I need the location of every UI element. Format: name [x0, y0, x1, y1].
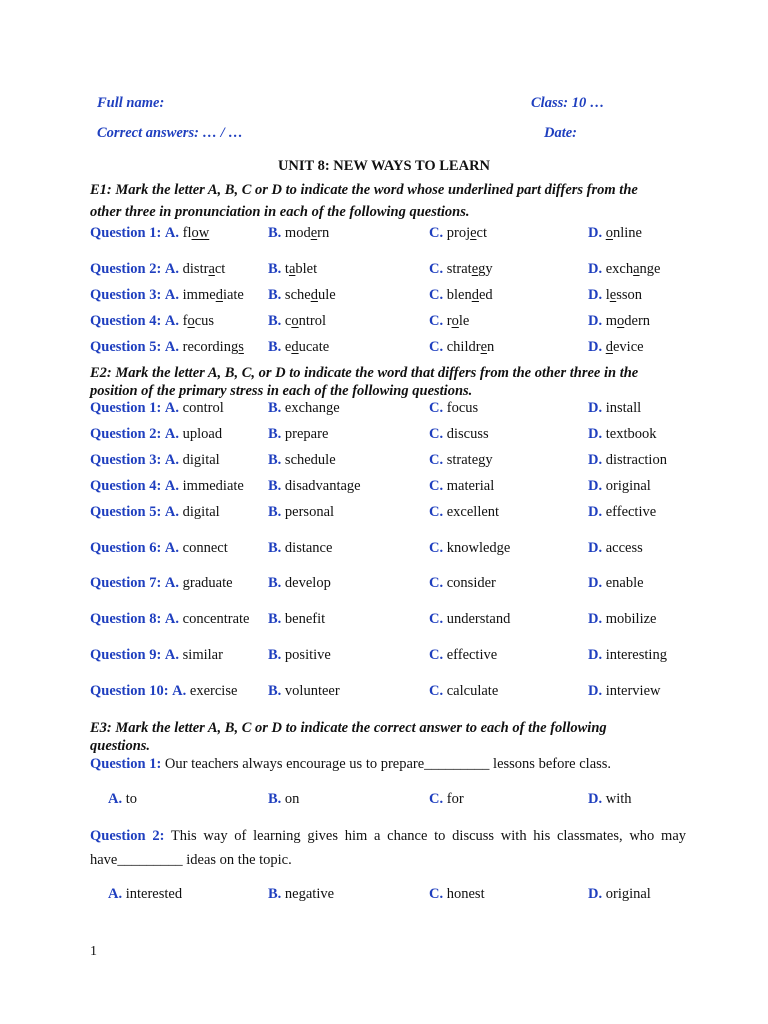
option-text: digital — [182, 504, 220, 520]
option-letter: D. — [588, 339, 603, 355]
option-b[interactable] — [268, 313, 326, 330]
option-text: personal — [284, 504, 335, 520]
option-d[interactable] — [588, 452, 667, 469]
option-letter: B. — [268, 225, 282, 241]
option-text: enable — [605, 575, 644, 591]
option-b[interactable] — [268, 225, 329, 242]
e3-q1-options — [90, 791, 710, 811]
option-d[interactable] — [588, 287, 642, 304]
e2-instruction-line1: E2: Mark the letter A, B, C, or D to indicate the word that differs from the other three in the — [90, 365, 639, 381]
option-b[interactable] — [268, 478, 361, 495]
option-a[interactable] — [90, 647, 223, 664]
option-letter: A. — [164, 287, 180, 303]
option-letter: B. — [268, 611, 282, 627]
option-c[interactable] — [429, 575, 496, 592]
option-a[interactable] — [90, 540, 228, 557]
e2-question-4 — [90, 478, 710, 498]
option-a[interactable] — [90, 452, 220, 469]
option-letter: C. — [429, 287, 444, 303]
option-d[interactable] — [588, 575, 644, 592]
option-c[interactable] — [429, 400, 478, 417]
option-text: mobilize — [605, 611, 657, 627]
option-b[interactable] — [268, 287, 336, 304]
option-text: calculate — [446, 683, 499, 699]
option-b[interactable] — [268, 261, 317, 278]
underlined-part: d — [215, 287, 223, 303]
option-letter: D. — [588, 313, 603, 329]
option-text: original — [605, 886, 651, 902]
option-text: schedule — [284, 452, 336, 468]
option-text: online — [605, 225, 642, 241]
option-letter: C. — [429, 540, 444, 556]
option-letter: C. — [429, 683, 444, 699]
option-text: recordings — [182, 339, 244, 355]
underlined-part: o — [187, 313, 195, 329]
option-letter: A. — [172, 683, 187, 699]
option-b[interactable] — [268, 339, 329, 356]
option-letter: D. — [588, 400, 603, 416]
option-text: role — [446, 313, 470, 329]
option-text: strategy — [446, 452, 493, 468]
underlined-part: d — [291, 339, 299, 355]
underlined-part: gs — [230, 339, 244, 355]
option-text: immediate — [182, 478, 244, 494]
e3-instruction — [90, 719, 690, 755]
e2-question-2 — [90, 426, 710, 446]
option-letter: C. — [429, 478, 444, 494]
e3-q2-options — [90, 886, 710, 906]
option-letter: B. — [268, 647, 282, 663]
correct-answers-label: Correct answers: … / … — [97, 125, 243, 141]
option-letter: A. — [164, 478, 180, 494]
option-b[interactable] — [268, 886, 334, 903]
e3-instruction-line2: questions. — [90, 738, 151, 754]
option-letter: D. — [588, 647, 603, 663]
option-letter: A. — [108, 886, 123, 902]
e3-instruction-line1: E3: Mark the letter A, B, C or D to indicate the correct answer to each of the following — [90, 720, 607, 736]
option-letter: C. — [429, 261, 444, 277]
question-label: Question 1: — [90, 400, 162, 416]
e2-question-10 — [90, 683, 710, 703]
option-text: original — [605, 478, 651, 494]
option-letter: C. — [429, 313, 444, 329]
option-a[interactable] — [90, 611, 249, 628]
option-letter: D. — [588, 225, 603, 241]
option-d[interactable] — [588, 426, 656, 443]
option-a[interactable] — [90, 400, 224, 417]
underlined-part: e — [470, 225, 477, 241]
option-letter: B. — [268, 478, 282, 494]
underlined-part: e — [310, 225, 318, 241]
option-text: knowledge — [446, 540, 511, 556]
option-text: control — [284, 313, 326, 329]
option-letter: B. — [268, 313, 282, 329]
option-letter: A. — [164, 647, 180, 663]
option-a[interactable] — [90, 287, 244, 304]
option-text: discuss — [446, 426, 489, 442]
option-text: exchange — [284, 400, 340, 416]
option-d[interactable] — [588, 339, 644, 356]
e1-instruction-line1: E1: Mark the letter A, B, C or D to indicate the word whose underlined part differs from the — [90, 182, 638, 198]
page-title: UNIT 8: NEW WAYS TO LEARN — [277, 158, 491, 174]
underlined-part: d — [310, 287, 318, 303]
option-letter: B. — [268, 400, 282, 416]
option-c[interactable] — [429, 313, 469, 330]
question-label: Question 6: — [90, 540, 162, 556]
option-a[interactable] — [108, 886, 182, 903]
option-text: positive — [284, 647, 331, 663]
option-letter: D. — [588, 886, 603, 902]
option-letter: B. — [268, 683, 282, 699]
option-text: develop — [284, 575, 331, 591]
option-c[interactable] — [429, 647, 497, 664]
option-text: negative — [284, 886, 335, 902]
option-c[interactable] — [429, 540, 510, 557]
option-text: schedule — [284, 287, 336, 303]
option-d[interactable] — [588, 683, 661, 700]
option-text: exercise — [189, 683, 238, 699]
question-label: Question 4: — [90, 478, 162, 494]
option-letter: D. — [588, 611, 603, 627]
option-c[interactable] — [429, 886, 485, 903]
option-letter: B. — [268, 452, 282, 468]
option-d[interactable] — [588, 313, 650, 330]
option-a[interactable] — [90, 313, 214, 330]
option-text: interview — [605, 683, 661, 699]
option-text: material — [446, 478, 495, 494]
option-a[interactable] — [90, 261, 225, 278]
option-c[interactable] — [429, 478, 494, 495]
option-letter: B. — [268, 504, 282, 520]
option-text: control — [182, 400, 224, 416]
option-letter: C. — [429, 426, 444, 442]
option-d[interactable] — [588, 611, 656, 628]
underlined-part: o — [291, 313, 299, 329]
option-c[interactable] — [429, 504, 499, 521]
option-d[interactable] — [588, 504, 656, 521]
question-label: Question 10: — [90, 683, 169, 699]
option-text: effective — [605, 504, 657, 520]
option-letter: A. — [164, 611, 180, 627]
option-letter: A. — [164, 225, 180, 241]
option-text: modern — [605, 313, 651, 329]
e1-instruction-line2: other three in pronunciation in each of the following questions. — [90, 204, 470, 220]
option-letter: C. — [429, 504, 444, 520]
option-text: concentrate — [182, 611, 250, 627]
option-letter: C. — [429, 647, 444, 663]
question-text: Our teachers always encourage us to prepare_________ lessons before class. — [161, 756, 612, 772]
option-text: graduate — [182, 575, 233, 591]
underlined-part: d — [471, 287, 479, 303]
option-letter: A. — [164, 504, 180, 520]
option-a[interactable] — [90, 339, 244, 356]
option-d[interactable] — [588, 400, 641, 417]
option-text: immediate — [182, 287, 244, 303]
option-c[interactable] — [429, 261, 493, 278]
option-text: excellent — [446, 504, 500, 520]
option-letter: C. — [429, 575, 444, 591]
option-text: textbook — [605, 426, 657, 442]
option-letter: A. — [164, 313, 180, 329]
question-text: This way of learning gives him a chance to discuss with his classmates, who may have_________ ideas on the topic. — [90, 828, 687, 868]
option-text: to — [125, 791, 138, 807]
option-text: distract — [182, 261, 226, 277]
option-text: disadvantage — [284, 478, 361, 494]
question-label: Question 2: — [90, 261, 162, 277]
option-text: flow — [182, 225, 210, 241]
option-text: device — [605, 339, 644, 355]
option-text: prepare — [284, 426, 329, 442]
option-b[interactable] — [268, 611, 325, 628]
option-letter: C. — [429, 791, 444, 807]
option-b[interactable] — [268, 647, 331, 664]
e3-question-2 — [90, 824, 686, 872]
option-text: connect — [182, 540, 228, 556]
underlined-part: e — [609, 287, 617, 303]
option-text: volunteer — [284, 683, 340, 699]
e3-question-1 — [90, 752, 686, 776]
option-b[interactable] — [268, 400, 340, 417]
option-letter: B. — [268, 575, 282, 591]
e2-question-3 — [90, 452, 710, 472]
option-letter: C. — [429, 225, 444, 241]
option-letter: D. — [588, 287, 603, 303]
option-text: exchange — [605, 261, 661, 277]
question-label: Question 8: — [90, 611, 162, 627]
option-a[interactable] — [108, 791, 137, 808]
question-label: Question 9: — [90, 647, 162, 663]
option-a[interactable] — [90, 683, 237, 700]
option-letter: D. — [588, 261, 603, 277]
option-letter: D. — [588, 575, 603, 591]
option-letter: A. — [164, 339, 180, 355]
option-letter: B. — [268, 791, 282, 807]
option-c[interactable] — [429, 452, 493, 469]
option-text: upload — [182, 426, 223, 442]
option-letter: A. — [108, 791, 123, 807]
option-b[interactable] — [268, 575, 331, 592]
option-text: focus — [446, 400, 479, 416]
option-text: consider — [446, 575, 496, 591]
option-text: strategy — [446, 261, 493, 277]
e2-instruction — [90, 364, 690, 400]
option-text: children — [446, 339, 495, 355]
e2-question-1 — [90, 400, 710, 420]
option-c[interactable] — [429, 611, 510, 628]
option-c[interactable] — [429, 791, 464, 808]
e2-question-8 — [90, 611, 710, 631]
option-text: modern — [284, 225, 330, 241]
option-b[interactable] — [268, 426, 328, 443]
option-d[interactable] — [588, 647, 667, 664]
underlined-part: o — [451, 313, 459, 329]
e1-question-5 — [90, 339, 710, 359]
class-label: Class: 10 … — [531, 95, 605, 111]
option-letter: A. — [164, 400, 180, 416]
option-letter: B. — [268, 540, 282, 556]
option-b[interactable] — [268, 504, 334, 521]
underlined-part: e — [471, 261, 479, 277]
option-d[interactable] — [588, 225, 642, 242]
question-label: Question 1: — [90, 225, 162, 241]
option-text: install — [605, 400, 642, 416]
e1-question-4 — [90, 313, 710, 333]
option-text: access — [605, 540, 643, 556]
question-label: Question 2: — [90, 426, 162, 442]
underlined-part: o — [605, 225, 613, 241]
option-text: distraction — [605, 452, 667, 468]
e2-instruction-line2: position of the primary stress in each of the following questions. — [90, 383, 473, 399]
option-c[interactable] — [429, 287, 493, 304]
option-a[interactable] — [90, 575, 233, 592]
option-letter: B. — [268, 339, 282, 355]
question-label: Question 7: — [90, 575, 162, 591]
option-text: for — [446, 791, 464, 807]
e1-question-1 — [90, 225, 710, 245]
option-text: educate — [284, 339, 330, 355]
option-b[interactable] — [268, 683, 340, 700]
option-letter: D. — [588, 426, 603, 442]
underlined-part: a — [633, 261, 640, 277]
option-a[interactable] — [90, 225, 209, 242]
option-b[interactable] — [268, 452, 336, 469]
option-letter: D. — [588, 478, 603, 494]
e2-question-5 — [90, 504, 710, 524]
option-text: focus — [182, 313, 215, 329]
e2-question-6 — [90, 540, 710, 560]
underlined-part: a — [208, 261, 215, 277]
option-letter: A. — [164, 261, 180, 277]
underlined-part: e — [480, 339, 487, 355]
option-letter: A. — [164, 426, 180, 442]
option-d[interactable] — [588, 886, 651, 903]
option-b[interactable] — [268, 540, 332, 557]
option-letter: C. — [429, 400, 444, 416]
e2-question-7 — [90, 575, 710, 595]
question-label: Question 4: — [90, 313, 162, 329]
question-label: Question 1: — [90, 756, 162, 772]
option-text: project — [446, 225, 487, 241]
option-letter: C. — [429, 339, 444, 355]
page-number: 1 — [90, 944, 97, 959]
option-text: lesson — [605, 287, 642, 303]
option-text: digital — [182, 452, 220, 468]
option-letter: B. — [268, 287, 282, 303]
option-d[interactable] — [588, 261, 660, 278]
e1-question-3 — [90, 287, 710, 307]
option-letter: D. — [588, 683, 603, 699]
question-label: Question 3: — [90, 287, 162, 303]
option-letter: D. — [588, 452, 603, 468]
e1-instruction — [90, 179, 690, 223]
option-d[interactable] — [588, 540, 643, 557]
option-letter: D. — [588, 540, 603, 556]
underlined-part: o — [617, 313, 625, 329]
option-c[interactable] — [429, 225, 487, 242]
option-letter: C. — [429, 452, 444, 468]
option-c[interactable] — [429, 426, 489, 443]
e1-question-2 — [90, 261, 710, 281]
option-b[interactable] — [268, 791, 299, 808]
option-d[interactable] — [588, 791, 632, 808]
option-text: interested — [125, 886, 183, 902]
option-a[interactable] — [90, 426, 222, 443]
question-label: Question 2: — [90, 828, 165, 844]
option-text: interesting — [605, 647, 667, 663]
option-text: understand — [446, 611, 511, 627]
underlined-part: d — [605, 339, 613, 355]
option-letter: B. — [268, 426, 282, 442]
option-d[interactable] — [588, 478, 651, 495]
option-text: similar — [182, 647, 223, 663]
e2-question-9 — [90, 647, 710, 667]
option-text: effective — [446, 647, 498, 663]
option-text: distance — [284, 540, 333, 556]
option-letter: C. — [429, 886, 444, 902]
underlined-part: a — [288, 261, 296, 277]
option-letter: A. — [164, 575, 180, 591]
option-text: on — [284, 791, 300, 807]
option-letter: D. — [588, 791, 603, 807]
option-text: benefit — [284, 611, 326, 627]
option-c[interactable] — [429, 683, 498, 700]
option-letter: B. — [268, 886, 282, 902]
option-text: with — [605, 791, 632, 807]
option-text: blended — [446, 287, 493, 303]
question-label: Question 5: — [90, 339, 162, 355]
option-letter: B. — [268, 261, 282, 277]
underlined-part: ow — [191, 225, 210, 241]
option-text: tablet — [284, 261, 318, 277]
date-label: Date: — [544, 125, 578, 141]
full-name-label: Full name: — [97, 95, 165, 111]
option-letter: A. — [164, 540, 180, 556]
option-a[interactable] — [90, 504, 220, 521]
option-letter: D. — [588, 504, 603, 520]
option-letter: A. — [164, 452, 180, 468]
option-text: honest — [446, 886, 485, 902]
option-letter: C. — [429, 611, 444, 627]
option-a[interactable] — [90, 478, 244, 495]
option-c[interactable] — [429, 339, 494, 356]
question-label: Question 5: — [90, 504, 162, 520]
question-label: Question 3: — [90, 452, 162, 468]
